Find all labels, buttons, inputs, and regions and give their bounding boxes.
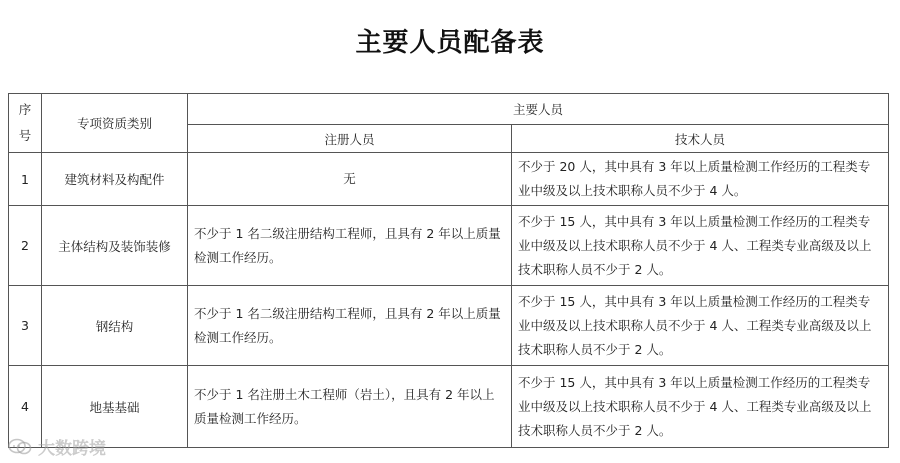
staff-requirements-table <box>8 93 889 448</box>
row-technical: 不少于 15 人，其中具有 3 年以上质量检测工作经历的工程类专业中级及以上技术职称人员不少于 4 人、工程类专业高级及以上技术职称人员不少于 2 人。 <box>512 286 889 366</box>
table-row <box>9 366 889 448</box>
table-header-row <box>9 94 889 125</box>
watermark-text: 大数跨境 <box>38 439 106 459</box>
row-registered: 不少于 1 名二级注册结构工程师，且具有 2 年以上质量检测工作经历。 <box>188 206 512 286</box>
header-category: 专项资质类别 <box>42 94 188 153</box>
page-title: 主要人员配备表 <box>355 28 545 58</box>
row-category: 钢结构 <box>42 286 188 366</box>
row-technical: 不少于 15 人，其中具有 3 年以上质量检测工作经历的工程类专业中级及以上技术职称人员不少于 4 人、工程类专业高级及以上技术职称人员不少于 2 人。 <box>512 206 889 286</box>
row-registered: 不少于 1 名注册土木工程师（岩土），且具有 2 年以上质量检测工作经历。 <box>188 366 512 448</box>
row-category: 建筑材料及构配件 <box>42 153 188 206</box>
row-category: 主体结构及装饰装修 <box>42 206 188 286</box>
row-category: 地基基础 <box>42 366 188 448</box>
row-technical: 不少于 15 人，其中具有 3 年以上质量检测工作经历的工程类专业中级及以上技术职称人员不少于 4 人、工程类专业高级及以上技术职称人员不少于 2 人。 <box>512 366 889 448</box>
table-row <box>9 206 889 286</box>
row-registered: 无 <box>188 153 512 206</box>
row-no: 2 <box>9 206 42 286</box>
row-registered: 不少于 1 名二级注册结构工程师，且具有 2 年以上质量检测工作经历。 <box>188 286 512 366</box>
row-no: 1 <box>9 153 42 206</box>
row-no: 3 <box>9 286 42 366</box>
header-no: 序号 <box>9 94 42 153</box>
header-technical: 技术人员 <box>512 125 889 153</box>
header-registered: 注册人员 <box>188 125 512 153</box>
table-row <box>9 286 889 366</box>
row-no: 4 <box>9 366 42 448</box>
header-main-staff: 主要人员 <box>188 94 889 125</box>
row-technical: 不少于 20 人，其中具有 3 年以上质量检测工作经历的工程类专业中级及以上技术职称人员不少于 4 人。 <box>512 153 889 206</box>
watermark <box>8 434 106 459</box>
table-row <box>9 153 889 206</box>
chat-bubble-icon <box>8 438 32 456</box>
